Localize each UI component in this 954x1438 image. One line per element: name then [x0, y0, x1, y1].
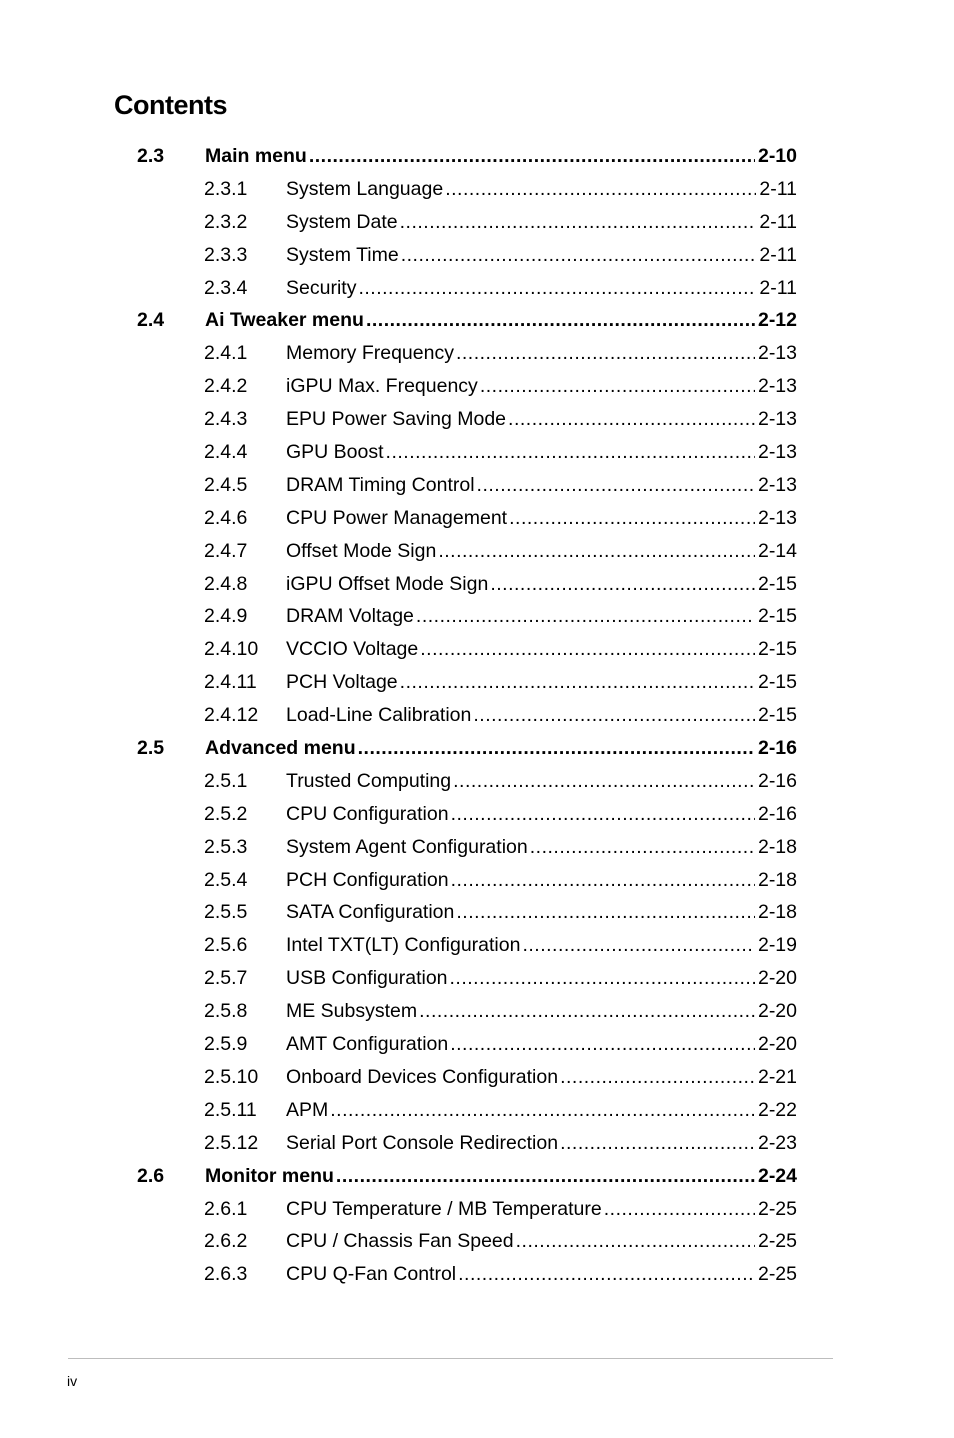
toc-subsection-entry[interactable] [137, 535, 797, 568]
toc-entry-number: 2.3.4 [204, 276, 248, 299]
toc-entry-number: 2.5.11 [204, 1098, 257, 1121]
toc-entry-number: 2.5.10 [204, 1065, 259, 1088]
dot-leader [456, 337, 755, 370]
toc-entry-line [286, 798, 797, 831]
toc-entry-title: Main menu [205, 140, 309, 173]
dot-leader [450, 962, 755, 995]
toc-entry-title: CPU Q-Fan Control [286, 1258, 458, 1291]
toc-entry-number: 2.4.6 [204, 506, 248, 529]
toc-entry-line [286, 929, 797, 962]
toc-section-entry[interactable] [137, 140, 797, 173]
toc-entry-line [286, 600, 797, 633]
toc-entry-title: USB Configuration [286, 962, 450, 995]
toc-entry-line [286, 502, 797, 535]
toc-entry-page: 2-20 [757, 1000, 797, 1023]
dot-leader [400, 206, 757, 239]
toc-entry-title: Monitor menu [205, 1160, 336, 1193]
toc-subsection-entry[interactable] [137, 239, 797, 272]
dot-leader [473, 699, 755, 732]
toc-subsection-entry[interactable] [137, 798, 797, 831]
toc-entry-title: VCCIO Voltage [286, 633, 420, 666]
dot-leader [330, 1094, 755, 1127]
toc-entry-page: 2-11 [759, 276, 797, 299]
toc-entry-title: ME Subsystem [286, 995, 419, 1028]
toc-entry-number: 2.4.7 [204, 539, 248, 562]
toc-entry-number: 2.5.7 [204, 967, 248, 990]
toc-entry-title: System Time [286, 239, 401, 272]
toc-subsection-entry[interactable] [137, 1028, 797, 1061]
toc-entry-line [286, 436, 797, 469]
toc-entry-title: Offset Mode Sign [286, 535, 438, 568]
dot-leader [604, 1193, 755, 1226]
toc-entry-line [286, 173, 797, 206]
toc-entry-line [286, 568, 797, 601]
dot-leader [477, 469, 755, 502]
toc-subsection-entry[interactable] [137, 929, 797, 962]
toc-entry-number: 2.4.9 [204, 605, 248, 628]
toc-subsection-entry[interactable] [137, 502, 797, 535]
toc-subsection-entry[interactable] [137, 403, 797, 436]
toc-subsection-entry[interactable] [137, 1094, 797, 1127]
toc-subsection-entry[interactable] [137, 864, 797, 897]
toc-entry-page: 2-14 [757, 539, 797, 562]
toc-entry-number: 2.5.8 [204, 1000, 248, 1023]
toc-entry-line [286, 1061, 797, 1094]
dot-leader [358, 272, 756, 305]
toc-entry-title: Advanced menu [205, 732, 358, 765]
dot-leader [366, 304, 755, 337]
toc-entry-page: 2-16 [757, 769, 797, 792]
toc-entry-number: 2.4 [137, 309, 165, 332]
toc-entry-page: 2-13 [757, 375, 797, 398]
toc-entry-number: 2.4.3 [204, 408, 248, 431]
toc-entry-number: 2.5.6 [204, 934, 248, 957]
toc-entry-line [286, 469, 797, 502]
toc-entry-page: 2-16 [757, 802, 797, 825]
toc-entry-number: 2.6.1 [204, 1197, 248, 1220]
dot-leader [445, 173, 756, 206]
toc-entry-number: 2.4.2 [204, 375, 248, 398]
toc-entry-title: DRAM Voltage [286, 600, 416, 633]
toc-section-entry[interactable] [137, 732, 797, 765]
toc-entry-line [286, 896, 797, 929]
toc-entry-line [205, 140, 797, 173]
dot-leader [336, 1160, 755, 1193]
toc-entry-title: APM [286, 1094, 330, 1127]
toc-subsection-entry[interactable] [137, 206, 797, 239]
dot-leader [453, 765, 755, 798]
toc-entry-line [286, 962, 797, 995]
toc-subsection-entry[interactable] [137, 1258, 797, 1291]
toc-entry-page: 2-20 [757, 967, 797, 990]
toc-entry-number: 2.3.1 [204, 177, 248, 200]
toc-entry-title: System Date [286, 206, 400, 239]
toc-entry-number: 2.5.4 [204, 868, 248, 891]
toc-entry-page: 2-18 [757, 901, 797, 924]
toc-entry-title: System Agent Configuration [286, 831, 530, 864]
toc-subsection-entry[interactable] [137, 600, 797, 633]
toc-subsection-entry[interactable] [137, 962, 797, 995]
toc-entry-number: 2.5.5 [204, 901, 248, 924]
toc-entry-page: 2-13 [757, 506, 797, 529]
toc-entry-page: 2-12 [757, 309, 797, 332]
dot-leader [401, 239, 757, 272]
toc-subsection-entry[interactable] [137, 896, 797, 929]
toc-entry-page: 2-18 [757, 835, 797, 858]
toc-entry-page: 2-13 [757, 441, 797, 464]
toc-entry-page: 2-15 [757, 605, 797, 628]
toc-entry-number: 2.4.8 [204, 572, 248, 595]
dot-leader [451, 798, 755, 831]
toc-entry-title: Trusted Computing [286, 765, 453, 798]
toc-entry-title: Memory Frequency [286, 337, 456, 370]
toc-entry-number: 2.5.9 [204, 1033, 248, 1056]
dot-leader [386, 436, 755, 469]
toc-entry-number: 2.5.3 [204, 835, 248, 858]
toc-entry-page: 2-18 [757, 868, 797, 891]
toc-entry-line [286, 370, 797, 403]
toc-entry-page: 2-15 [757, 638, 797, 661]
toc-entry-title: GPU Boost [286, 436, 386, 469]
toc-subsection-entry[interactable] [137, 272, 797, 305]
toc-entry-title: SATA Configuration [286, 896, 456, 929]
toc-entry-page: 2-10 [757, 145, 797, 167]
toc-entry-line [286, 633, 797, 666]
toc-entry-page: 2-15 [757, 671, 797, 694]
dot-leader [309, 140, 755, 173]
page-number: iv [67, 1373, 78, 1389]
toc-entry-title: CPU Power Management [286, 502, 509, 535]
toc-entry-line [286, 1094, 797, 1127]
toc-entry-number: 2.4.1 [204, 342, 248, 365]
toc-entry-number: 2.4.11 [204, 671, 257, 694]
toc-entry-line [286, 337, 797, 370]
toc-entry-line [286, 831, 797, 864]
toc-subsection-entry[interactable] [137, 765, 797, 798]
toc-entry-number: 2.4.4 [204, 441, 248, 464]
toc-subsection-entry[interactable] [137, 370, 797, 403]
dot-leader [419, 995, 755, 1028]
toc-entry-title: CPU Configuration [286, 798, 451, 831]
toc-entry-page: 2-11 [759, 243, 797, 266]
toc-subsection-entry[interactable] [137, 1061, 797, 1094]
toc-entry-number: 2.5.1 [204, 769, 248, 792]
toc-subsection-entry[interactable] [137, 337, 797, 370]
toc-entry-line [286, 403, 797, 436]
toc-entry-line [286, 1127, 797, 1160]
footer-divider [68, 1358, 833, 1359]
toc-entry-title: Intel TXT(LT) Configuration [286, 929, 522, 962]
toc-entry-line [286, 1193, 797, 1226]
toc-entry-page: 2-15 [757, 572, 797, 595]
toc-entry-title: EPU Power Saving Mode [286, 403, 508, 436]
toc-entry-page: 2-13 [757, 473, 797, 496]
toc-entry-number: 2.3.2 [204, 210, 248, 233]
toc-subsection-entry[interactable] [137, 666, 797, 699]
toc-subsection-entry[interactable] [137, 469, 797, 502]
dot-leader [508, 403, 755, 436]
toc-subsection-entry[interactable] [137, 699, 797, 732]
toc-entry-number: 2.5.2 [204, 802, 248, 825]
toc-entry-line [286, 206, 797, 239]
toc-entry-line [286, 239, 797, 272]
toc-entry-line [286, 272, 797, 305]
toc-subsection-entry[interactable] [137, 1225, 797, 1258]
toc-entry-page: 2-24 [757, 1164, 797, 1187]
toc-subsection-entry[interactable] [137, 1193, 797, 1226]
toc-section-entry[interactable] [137, 304, 797, 337]
toc-subsection-entry[interactable] [137, 568, 797, 601]
toc-entry-title: Serial Port Console Redirection [286, 1127, 560, 1160]
dot-leader [450, 1028, 755, 1061]
toc-entry-page: 2-13 [757, 408, 797, 431]
dot-leader [522, 929, 755, 962]
toc-entry-number: 2.5 [137, 737, 165, 760]
toc-subsection-entry[interactable] [137, 995, 797, 1028]
toc-subsection-entry[interactable] [137, 436, 797, 469]
toc-entry-number: 2.3.3 [204, 243, 248, 266]
toc-entry-line [286, 864, 797, 897]
toc-entry-page: 2-16 [757, 737, 797, 760]
toc-entry-page: 2-13 [757, 342, 797, 365]
toc-section-entry[interactable] [137, 1160, 797, 1193]
toc-entry-page: 2-11 [759, 210, 797, 233]
toc-entry-number: 2.4.5 [204, 473, 248, 496]
dot-leader [420, 633, 755, 666]
toc-subsection-entry[interactable] [137, 1127, 797, 1160]
toc-entry-number: 2.6 [137, 1164, 165, 1187]
toc-entry-line [286, 1028, 797, 1061]
toc-entry-title: Ai Tweaker menu [205, 304, 366, 337]
toc-entry-page: 2-22 [757, 1098, 797, 1121]
dot-leader [400, 666, 755, 699]
toc-entry-title: Onboard Devices Configuration [286, 1061, 560, 1094]
dot-leader [560, 1061, 755, 1094]
dot-leader [530, 831, 755, 864]
toc-entry-title: Load-Line Calibration [286, 699, 473, 732]
toc-entry-title: CPU Temperature / MB Temperature [286, 1193, 604, 1226]
page-title: Contents [114, 90, 227, 120]
toc-entry-number: 2.5.12 [204, 1131, 259, 1154]
toc-entry-line [286, 1225, 797, 1258]
toc-entry-page: 2-25 [757, 1197, 797, 1220]
dot-leader [516, 1225, 755, 1258]
dot-leader [458, 1258, 755, 1291]
toc-entry-number: 2.4.12 [204, 704, 259, 727]
toc-entry-title: iGPU Max. Frequency [286, 370, 480, 403]
dot-leader [560, 1127, 755, 1160]
toc-subsection-entry[interactable] [137, 173, 797, 206]
toc-entry-number: 2.6.2 [204, 1230, 248, 1253]
toc-entry-line [286, 765, 797, 798]
toc-entry-title: PCH Voltage [286, 666, 400, 699]
dot-leader [358, 732, 755, 765]
dot-leader [451, 864, 755, 897]
toc-entry-title: System Language [286, 173, 445, 206]
toc-entry-number: 2.4.10 [204, 638, 259, 661]
dot-leader [456, 896, 755, 929]
toc-entry-line [286, 1258, 797, 1291]
toc-entry-line [205, 1160, 797, 1193]
toc-entry-page: 2-11 [759, 177, 797, 200]
toc-entry-title: iGPU Offset Mode Sign [286, 568, 490, 601]
toc-entry-title: PCH Configuration [286, 864, 451, 897]
toc-entry-title: Security [286, 272, 358, 305]
toc-subsection-entry[interactable] [137, 831, 797, 864]
toc-entry-number: 2.6.3 [204, 1263, 248, 1286]
toc-entry-title: AMT Configuration [286, 1028, 450, 1061]
toc-entry-page: 2-21 [757, 1065, 797, 1088]
dot-leader [509, 502, 755, 535]
toc-entry-line [286, 666, 797, 699]
toc-entry-page: 2-25 [757, 1230, 797, 1253]
dot-leader [480, 370, 755, 403]
toc-entry-page: 2-20 [757, 1033, 797, 1056]
toc-entry-page: 2-19 [757, 934, 797, 957]
toc-entry-page: 2-23 [757, 1131, 797, 1154]
toc-entry-page: 2-25 [757, 1263, 797, 1286]
toc-subsection-entry[interactable] [137, 633, 797, 666]
table-of-contents [137, 140, 797, 1291]
dot-leader [438, 535, 755, 568]
toc-entry-line [205, 304, 797, 337]
toc-entry-line [286, 535, 797, 568]
dot-leader [490, 568, 755, 601]
toc-entry-number: 2.3 [137, 145, 165, 167]
toc-entry-line [286, 699, 797, 732]
toc-entry-page: 2-15 [757, 704, 797, 727]
toc-entry-line [205, 732, 797, 765]
toc-entry-title: CPU / Chassis Fan Speed [286, 1225, 516, 1258]
toc-entry-title: DRAM Timing Control [286, 469, 477, 502]
toc-entry-line [286, 995, 797, 1028]
dot-leader [416, 600, 755, 633]
